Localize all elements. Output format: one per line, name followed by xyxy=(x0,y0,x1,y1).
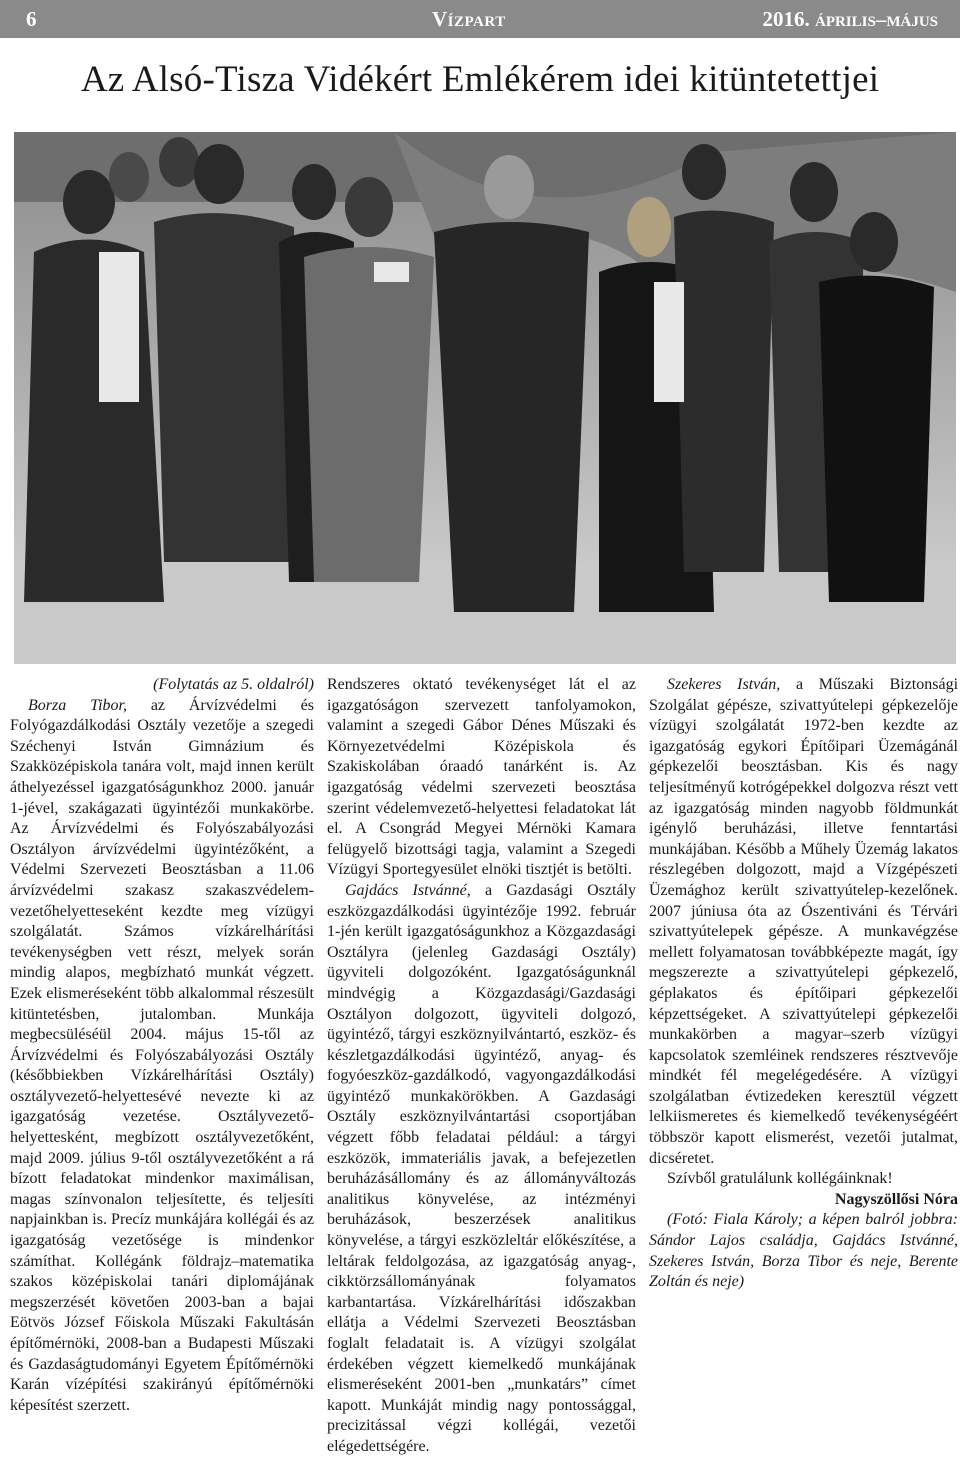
group-photo-icon xyxy=(14,132,956,664)
borza-paragraph xyxy=(10,696,314,1417)
article-column-1 xyxy=(10,675,314,1416)
group-photo xyxy=(14,132,956,664)
gajdacs-text: a Gazdasági Osztály eszközgazdálkodási ügyintézője 1992. február 1-jén került igazgatóságunkhoz a Közgazdasági Osztályra (jelenleg Gazdasági Osztály) ügyviteli dolgozóként. Igazgatóságunknál mindvégig a Közgazdasági/Gazdasági Osztályon dolgozott, ügyviteli dolgozó, ügyintéző, tárgyi eszköznyilvántartó, eszköz- és készletgazdálkodási ügyintéző, anyag- és fogyóeszköz-gazdálkodó, vagyongazdálkodási ügyintéző munkakörökben. A Gazdasági Osztály eszköznyilvántartási csoportjában végzett főbb feladatai például: a tárgyi eszközök, immateriális javak, a befejezetlen beruházásállomány és az állományváltozás analitikus könyvelése, az intézményi beruházások, beszerzések analitikus könyvelése, a tárgyi eszközleltár előkészítése, a leltárak feldolgozása, az igazgatóság anyag-, cikktörzsállományának folyamatos karbantartása. Vízkárelhárítási időszakban ellátja a Védelmi Szervezeti Beosztásban foglalt feladatait is. A vízügyi szolgálat érdekében végzett kiemelkedő munkájának elismeréseként 2001-ben „munkatárs” címet kapott. Munkáját mindig nagy pontossággal, precizitással végzi kollégái, vezetői elégedettségére. xyxy=(327,881,637,1455)
szekeres-text: a Műszaki Biztonsági Szolgálat gépésze, szivattyútelepi gépkezelője vízügyi szolgálatát 1972-ben kezdte az igazgatóság egykori Építőipari Üzemágánál gépkezelői beosztásban. Kis és nagy teljesítményű kotrógépekkel dolgozva részt vett az igazgatóság minden nagyobb földmunkát igénylő beruházási, illetve fenntartási munkájában. Később a Műhely Üzemág lakatos részlegében dolgozott, majd a Vízgépészeti Üzemághoz került szivattyútelep-kezelőnek. 2007 júniusa óta az Ószentiváni és Térvári szivattyútelepek gépésze. A munkavégzése mellett folyamatosan továbbképezte magát, így megszerezte a szivattyútelepi gépkezelő, géplakatos és építőipari gépkezelői képzettségeket. A szivattyútelepi gépkezelői munkakörben a magyar–szerb vízügyi kapcsolatok szemléinek rendszeres résztvevője mindkét fél megelégedésére. A vízügyi szolgálatban évtizedeken keresztül végzett lelkiismeretes és kiemelkedő tevékenységéért többször kapott elismerést, vezetői jutalmat, dicséretet. xyxy=(649,676,959,1167)
szekeres-paragraph xyxy=(649,675,958,1169)
publication-name: Vízpart xyxy=(432,7,506,31)
borza-name: Borza Tibor, xyxy=(28,696,127,714)
article-column-2 xyxy=(327,675,636,1458)
gajdacs-name: Gajdács Istvánné, xyxy=(345,881,471,899)
article-column-3 xyxy=(649,675,958,1293)
borza-text: az Árvízvédelmi és Folyógazdálkodási Osztály vezetője a szegedi Széchenyi István Gimnázium és Szakközépiskola tanára volt, majd innen került áthelyezéssel igazgatóságunkhoz 2000. január 1-jével, szakágazati ügyintézői munkakörbe. Az Árvízvédelmi és Folyószabályozási Osztályon árvízvédelmi ügyintézőként, a Védelmi Szervezeti Beosztásban a 11.06 árvízvédelmi szakasz szakaszvédelem-vezetőhelyetteseként kezdte meg vízügyi szolgálatát. Számos vízkárelhárítási tevékenységben vett részt, melyek során mindig alapos, megbízható munkát végzett. Ezek elismeréseként több alkalommal részesült kitüntetésben, jutalomban. Munkája megbecsüléséül 2004. május 15-től az Árvízvédelmi és Folyószabályozási Osztály (későbbiekben Vízkárelhárítási Osztály) osztályvezető-helyettesévé nevezte ki az igazgatóság vezetése. Osztályvezető-helyettesként, megbízott osztályvezetőként, majd 2009. július 9-től osztályvezetőként a rá bízott feladatokat mindenkor maximálisan, magas színvonalon teljesítette, és teljesíti napjainkban is. Precíz munkájára kollégái és az igazgatóság vezetősége is mindenkor számíthat. Kollégánk földrajz–matematika szakos középiskolai tanári diplomájának megszerzését követően 2003-ban a bajai Eötvös József Főiskola Műszaki Fakultásán építőmérnöki, 2008-ban a Budapesti Műszaki és Gazdaságtudományi Egyetem Építőmérnöki Karán vízépítési szakirányú építőmérnöki képesítést szerzett. xyxy=(10,696,315,1414)
page-header xyxy=(0,0,960,38)
issue-date: 2016. április–május xyxy=(762,7,938,31)
article-headline: Az Alsó-Tisza Vidékért Emlékérem idei kitüntetettjei xyxy=(80,59,880,100)
page-number: 6 xyxy=(26,7,37,31)
continuation-note: (Folytatás az 5. oldalról) xyxy=(153,676,314,693)
photo-caption: (Fotó: Fiala Károly; a képen balról jobbra: Sándor Lajos családja, Gajdács Istvánné, Szekeres István, Borza Tibor és neje, Berente Zoltán és neje) xyxy=(649,1211,958,1291)
borza-paragraph-continued: Rendszeres oktató tevékenységet lát el az igazgatóságon szervezett tanfolyamokon, valamint a szegedi Gábor Dénes Műszaki és Környezetvédelmi Középiskola és Szakiskolában óraadó tanárként is. Az igazgatóság védelmi szervezeti beosztása szerint védelemvezető-helyettesi feladatokat lát el. A Csongrád Megyei Mérnöki Kamara felügyelő bizottsági tagja, valamint a Szegedi Vízügyi Sportegyesület elnöki tisztjét is betölti. xyxy=(327,676,636,879)
szekeres-name: Szekeres István, xyxy=(667,676,781,693)
closing-line: Szívből gratulálunk kollégáinknak! xyxy=(667,1170,893,1188)
article-author: Nagyszöllősi Nóra xyxy=(834,1190,958,1208)
gajdacs-paragraph xyxy=(327,881,636,1458)
